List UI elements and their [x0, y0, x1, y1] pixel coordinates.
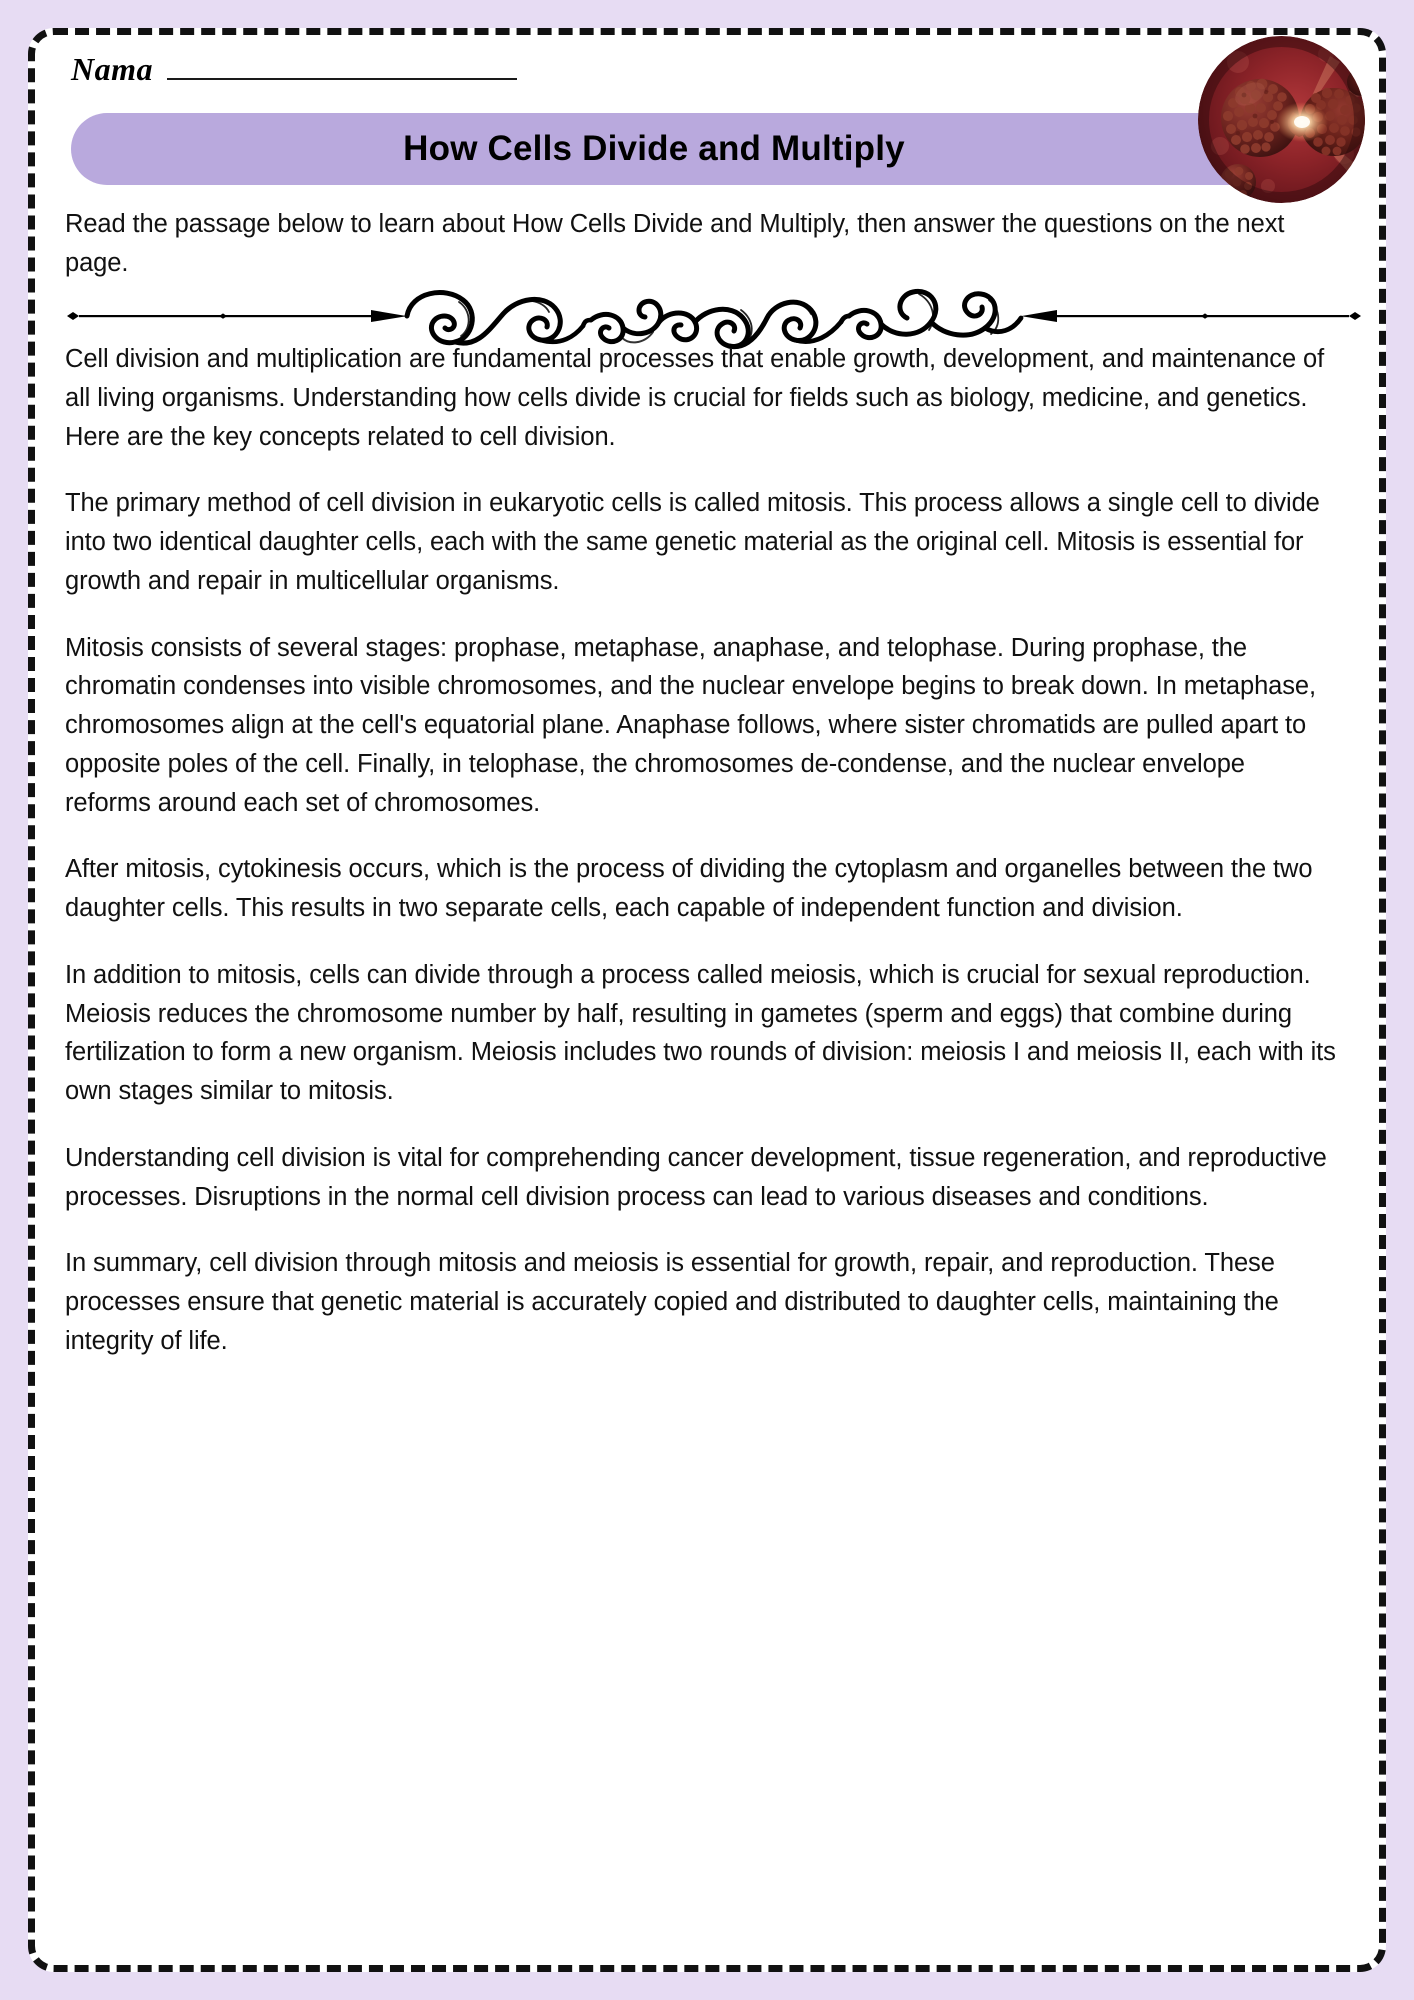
title-banner	[71, 113, 1273, 185]
dividing-cell-photo	[1198, 36, 1365, 203]
page-title: How Cells Divide and Multiply	[403, 129, 905, 168]
name-field-row	[71, 51, 517, 88]
passage-paragraph: In summary, cell division through mitosis and meiosis is essential for growth, repair, and reproduction. These processes ensure that genetic material is accurately copied and distributed to daughter cells, maintaining the integrity of life.	[65, 1249, 1279, 1355]
passage-paragraph: After mitosis, cytokinesis occurs, which is the process of dividing the cytoplasm and organelles between the two daughter cells. This results in two separate cells, each capable of independent function and division.	[65, 855, 1313, 922]
passage-paragraph: Mitosis consists of several stages: prophase, metaphase, anaphase, and telophase. During prophase, the chromatin condenses into visible chromosomes, and the nuclear envelope begins to break down. In metaphase, chromosomes align at the cell's equatorial plane. Anaphase follows, where sister chromatids are pulled apart to opposite poles of the cell. Finally, in telophase, the chromosomes de-condense, and the nuclear envelope reforms around each set of chromosomes.	[65, 633, 1316, 817]
passage-paragraph: Cell division and multiplication are fundamental processes that enable growth, development, and maintenance of all living organisms. Understanding how cells divide is crucial for fields such as biology, medicine, and genetics. Here are the key concepts related to cell division.	[65, 345, 1325, 451]
worksheet-sheet	[28, 28, 1386, 1972]
name-input-line[interactable]	[167, 52, 517, 80]
passage-paragraph: Understanding cell division is vital for comprehending cancer development, tissue regeneration, and reproductive processes. Disruptions in the normal cell division process can lead to various diseases and conditions.	[65, 1143, 1327, 1211]
instruction-text: Read the passage below to learn about How Cells Divide and Multiply, then answer the questions on the next page.	[65, 210, 1285, 277]
name-label: Nama	[71, 51, 153, 87]
passage-paragraph: In addition to mitosis, cells can divide through a process called meiosis, which is crucial for sexual reproduction. Meiosis reduces the chromosome number by half, resulting in gametes (sperm and eggs) that combine during fertilization to form a new organism. Meiosis includes two rounds of division: meiosis I and meiosis II, each with its own stages similar to mitosis.	[65, 960, 1336, 1105]
passage-paragraph: The primary method of cell division in eukaryotic cells is called mitosis. This process allows a single cell to divide into two identical daughter cells, each with the same genetic material as the original cell. Mitosis is essential for growth and repair in multicellular organisms.	[65, 489, 1320, 595]
passage-body	[65, 340, 1337, 1361]
